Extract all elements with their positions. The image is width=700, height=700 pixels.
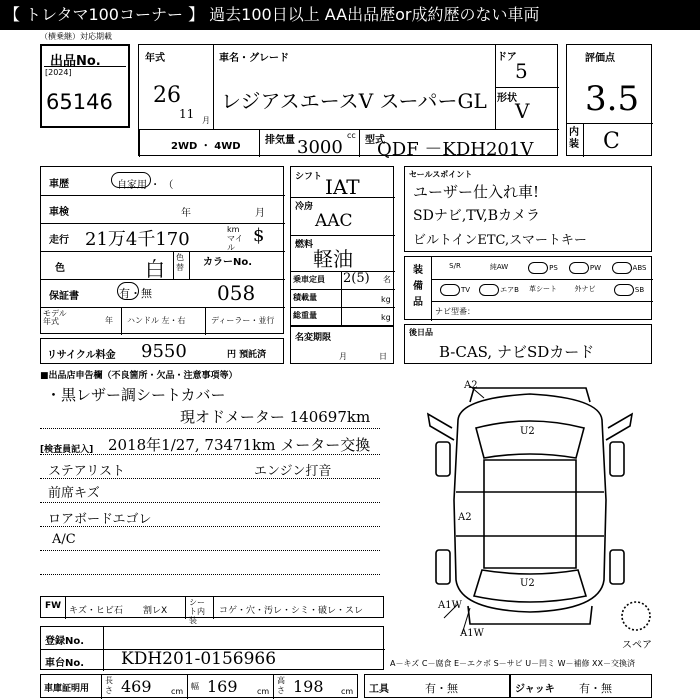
mark-u2-roof: U2 <box>520 426 535 437</box>
color-value: 白 <box>145 257 165 281</box>
note-n1: ステアリスト <box>48 464 125 479</box>
equipment-box <box>404 256 652 320</box>
wheel-rl <box>436 550 450 584</box>
name-value: レジアスエースV スーパーGL <box>221 89 487 113</box>
disp-label: 排気量 <box>265 135 295 146</box>
opt-leather: 革シート <box>529 285 557 293</box>
ac-value: AAC <box>315 211 353 231</box>
opt-tv: TV <box>435 284 475 296</box>
year-value: 26 <box>153 83 181 108</box>
left-info: 車歴 自家用 ・ （ 車検 年 月 走行 21万4千170 km マイル $ 色 白 色替 カラーNo. 058 保証書 有・無 モデル年式 年 ハンドル 左・右 ディーラー・並行 <box>40 166 284 334</box>
fuel-value: 軽油 <box>313 247 353 271</box>
defects-row: FW キズ・ヒビ石 割レX シート内装 コゲ・穴・汚レ・シミ・破レ・スレ <box>40 596 384 618</box>
sales-line-1: ユーザー仕入れ車! <box>413 183 540 201</box>
wheel-rr <box>610 550 624 584</box>
capacity-value: 2(5) <box>343 271 370 286</box>
height-value: 198 <box>293 677 324 696</box>
shape-value: V <box>515 99 530 123</box>
disp-value: 3000 <box>297 137 343 158</box>
mark-a1w-lower: A1W <box>460 628 484 639</box>
month-value: 11 <box>179 107 195 121</box>
score-value: 3.5 <box>585 79 640 119</box>
lot-box <box>40 44 130 128</box>
roof <box>484 460 576 568</box>
width-value: 169 <box>207 677 238 696</box>
spare-label: スペア <box>622 640 652 651</box>
mirror-right <box>606 414 632 440</box>
lot-number: 65146 <box>46 90 113 114</box>
wheel-fr <box>610 442 624 476</box>
color-no-value: 058 <box>217 281 256 305</box>
interior-value: C <box>603 129 620 154</box>
name-label: 車名・グレード <box>219 53 289 64</box>
mark-a2-side: A2 <box>458 512 472 523</box>
equip-label: 装備品 <box>413 265 423 308</box>
mileage-label: 走行 <box>49 235 69 246</box>
shape-label: 形状 <box>497 93 517 104</box>
opt-ps: PS <box>523 262 563 274</box>
year-tag: [2024] <box>45 68 72 77</box>
color-label: 色 <box>55 263 65 274</box>
tools-box: 工具 有・無 <box>364 674 510 698</box>
dealer-label: ディーラー・並行 <box>211 316 275 325</box>
opt-ext-navi: 外ナビ <box>574 285 596 293</box>
model-value: QDF －KDH201V <box>377 139 534 160</box>
sales-line-2: SDナビ,TV,Bカメラ <box>413 208 541 224</box>
inspect-header: [検査員記入] <box>40 445 94 455</box>
inspect-line: 2018年1/27, 73471km メーター交換 <box>108 436 371 454</box>
navi-label: ナビ型番： <box>435 307 475 316</box>
vehicle-header: 年式 26 11 月 車名・グレード レジアスエースV スーパーGL ドア 5 形状 V 2WD ・ 4WD 排気量 cc 3000 型式 QDF －KDH201V <box>138 44 558 156</box>
opt-sr: S/R <box>449 262 461 270</box>
opt-pw: PW <box>565 262 605 274</box>
drive-label: 2WD ・ 4WD <box>171 141 241 152</box>
note-line-2: 現オドメーター 140697km <box>180 408 371 426</box>
accessory-box: 後日品 B-CAS, ナビSDカード <box>404 324 652 364</box>
chassis-value: KDH201-0156966 <box>121 649 277 669</box>
interior-label: 内装 <box>569 127 579 150</box>
rear-bumper <box>468 606 592 624</box>
engine-note: エンジン打音 <box>254 464 332 479</box>
reg-box: 登録No. 車台No. KDH201-0156966 <box>40 626 384 670</box>
sales-line-3: ビルトインETC,スマートキー <box>413 233 587 248</box>
mirror-left <box>428 414 454 440</box>
mileage-mark: $ <box>253 225 265 246</box>
score-box <box>566 44 652 156</box>
door-value: 5 <box>515 59 528 83</box>
sales-points: セールスポイント ユーザー仕入れ車! SDナビ,TV,Bカメラ ビルトインETC,スマートキー <box>404 166 652 252</box>
note-n3: ロアボードエゴレ <box>48 512 152 527</box>
handle-label: ハンドル 左・右 <box>127 316 186 325</box>
spare-circle <box>622 602 650 630</box>
model-year-label: モデル年式 <box>43 309 67 326</box>
accessory-value: B-CAS, ナビSDカード <box>439 343 595 361</box>
score-label: 評価点 <box>585 53 615 64</box>
opt-airbag: エアB <box>479 284 519 296</box>
length-value: 469 <box>121 677 152 696</box>
notes-header: ■出品店申告欄（不良箇所・欠品・注意事項等） <box>40 371 238 381</box>
model-label: 型式 <box>365 135 385 146</box>
warranty-value: 有・無 <box>119 287 152 300</box>
opt-alloy: 純AW <box>489 263 509 271</box>
lot-label: 出品No. <box>50 54 101 69</box>
plate-change-box: 名変期限 月 日 <box>290 326 394 364</box>
recycle-label: リサイクル料金 <box>47 350 116 361</box>
inspection-label: 車検 <box>49 207 69 218</box>
auction-banner: 【 トレタマ100コーナー 】 過去100日以上 AA出品歴or成約歴のない車両 <box>0 0 700 30</box>
note-n2: 前席キズ <box>48 486 100 501</box>
door-label: ドア <box>497 52 517 63</box>
note-line-1: ・黒レザー調シートカバー <box>46 386 226 404</box>
mark-a2-front: A2 <box>464 380 478 391</box>
opt-abs: ABS <box>607 262 651 274</box>
mid-info: シフト IAT 冷房 AAC 燃料 軽油 乗車定員 2(5) 名 積載量 kg 総重量 kg <box>290 166 394 326</box>
dimensions-box: 車庫証明用 長さ 469 cm 幅 169 cm 高さ 198 cm <box>40 674 358 698</box>
wheel-fl <box>436 442 450 476</box>
damage-legend: A－キズ C－腐食 E－エクボ S－サビ U－凹ミ W－補修 XX－交換済 <box>390 659 636 668</box>
year-label: 年式 <box>145 53 165 64</box>
history-options: 自家用 ・ （ <box>117 180 174 191</box>
color-no-label: カラーNo. <box>203 257 253 268</box>
opt-sb: SB <box>607 284 651 296</box>
mileage-value: 21万4千170 <box>85 229 190 250</box>
mark-u2-rear: U2 <box>520 578 535 589</box>
jack-box: ジャッキ 有・無 <box>510 674 652 698</box>
mark-a1w-left: A1W <box>438 600 462 611</box>
warranty-label: 保証書 <box>49 291 79 302</box>
recycle-box: リサイクル料金 9550 円 預託済 <box>40 338 284 364</box>
shift-value: IAT <box>325 175 360 199</box>
recycle-value: 9550 <box>141 341 187 362</box>
top-note: （横乗継）対応期載 <box>40 32 112 41</box>
history-label: 車歴 <box>49 179 69 190</box>
note-n4: A/C <box>52 532 76 547</box>
